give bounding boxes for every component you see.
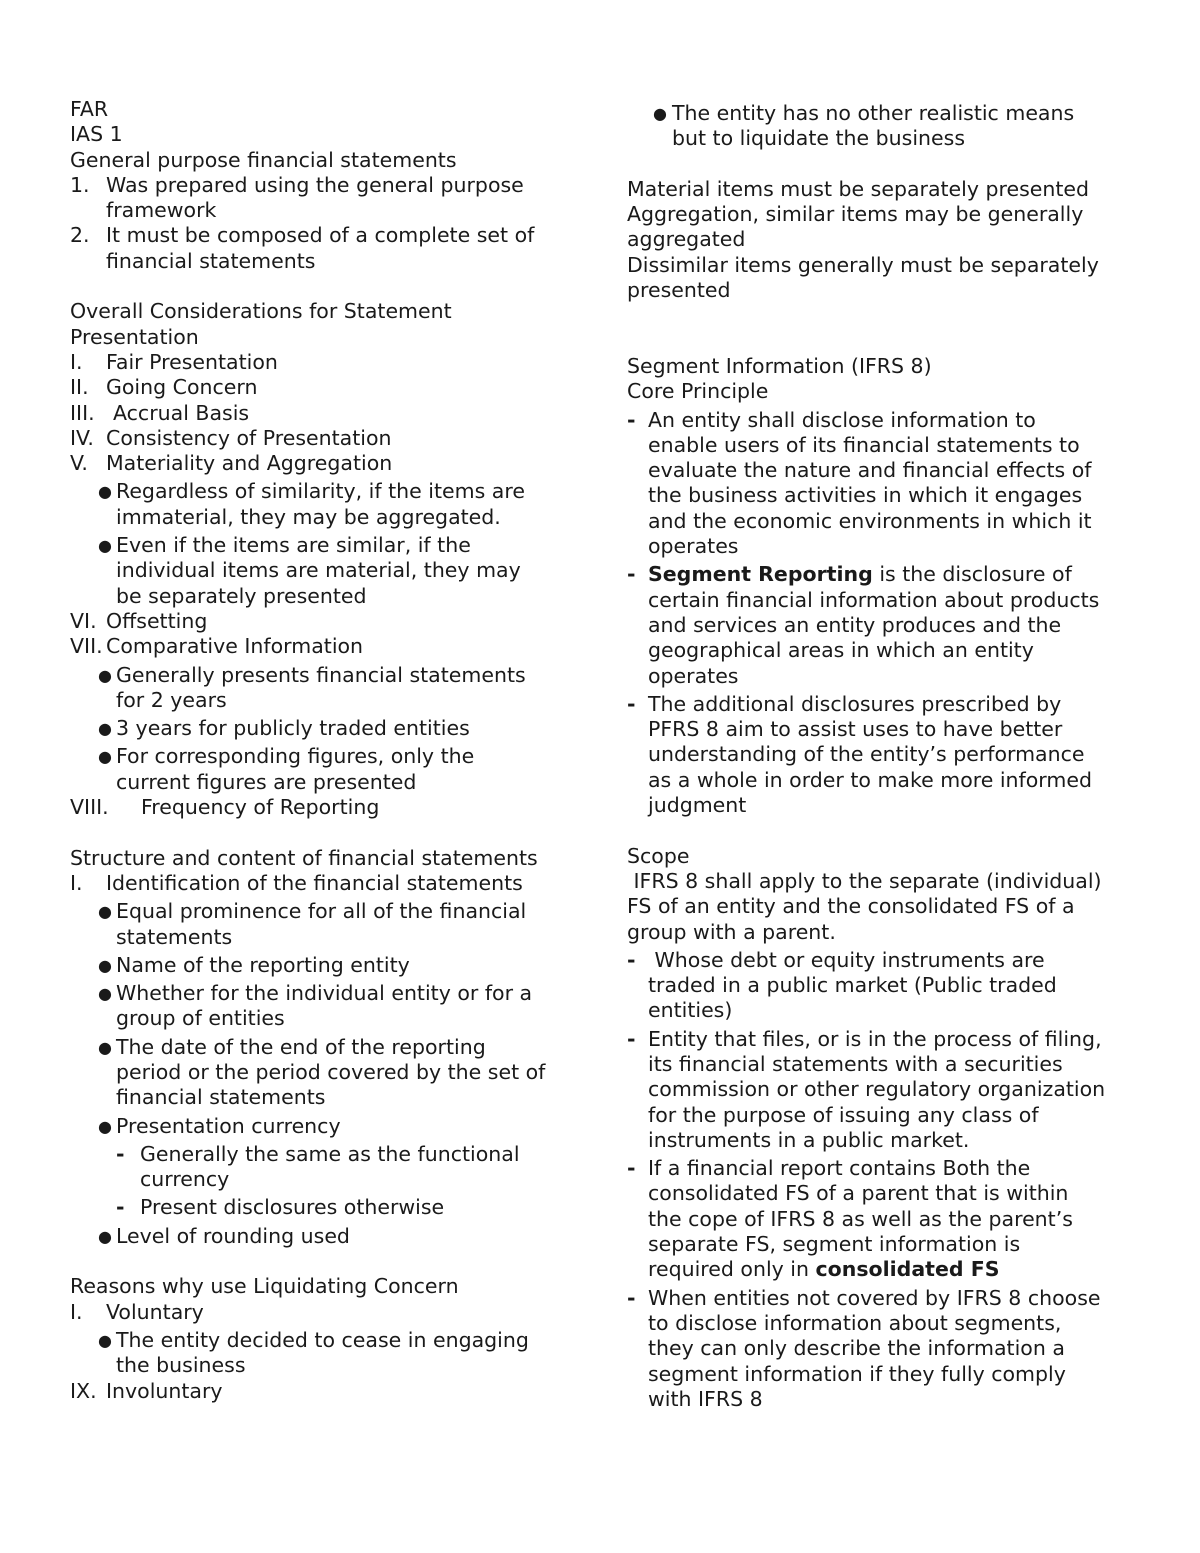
dash-icon: - xyxy=(627,691,636,716)
segment-heading: Segment Information (IFRS 8) xyxy=(627,353,932,378)
gp-item-2 xyxy=(70,223,580,274)
dash-line: enable users of its financial statements to xyxy=(648,432,1080,457)
scope-line: group with a parent. xyxy=(627,919,836,944)
currency-dash xyxy=(70,1195,580,1220)
dash-line: segment information if they fully comply xyxy=(648,1361,1066,1386)
bullet-line: For corresponding figures, only the xyxy=(116,744,475,769)
bullet-line: Regardless of similarity, if the items are xyxy=(116,479,525,504)
offsetting-item xyxy=(70,609,580,634)
sc-bullet xyxy=(70,1114,580,1139)
sc-item xyxy=(70,871,580,896)
currency-dash xyxy=(70,1142,580,1193)
dash-line: entities) xyxy=(648,998,733,1023)
item-text: Offsetting xyxy=(106,608,208,633)
item-number: I. xyxy=(70,1299,83,1324)
dash-line-start: required only in xyxy=(648,1257,816,1282)
right-column xyxy=(627,101,1137,1412)
dash-line: Generally the same as the functional xyxy=(140,1141,520,1166)
scope-line: FS of an entity and the consolidated FS of a xyxy=(627,894,1075,919)
oc-item-number: II. xyxy=(70,375,89,400)
dash-icon: - xyxy=(627,1285,636,1310)
lc-item-involuntary xyxy=(70,1379,580,1404)
dash-line: When entities not covered by IFRS 8 choose xyxy=(648,1285,1101,1310)
dash-icon: - xyxy=(627,407,636,432)
core-dash xyxy=(627,562,1137,688)
dash-line: Entity that files, or is in the process of filing, xyxy=(648,1026,1102,1051)
bullet-line: period or the period covered by the set of xyxy=(116,1059,546,1084)
dash-line: they can only describe the information a xyxy=(648,1336,1065,1361)
lc-item-voluntary xyxy=(70,1300,580,1325)
gp-item-1 xyxy=(70,173,580,224)
dash-icon: - xyxy=(627,562,636,587)
dash-line: The additional disclosures prescribed by xyxy=(648,691,1062,716)
sc-heading: Structure and content of financial statements xyxy=(70,845,538,870)
dash-line: consolidated FS of a parent that is within xyxy=(648,1181,1069,1206)
gp-item-1-number: 1. xyxy=(70,172,90,197)
bullet-line: Level of rounding used xyxy=(116,1223,350,1248)
bullet-icon: ● xyxy=(98,984,112,1004)
scope-dash xyxy=(627,948,1137,1024)
bullet-line: Whether for the individual entity or for a xyxy=(116,981,533,1006)
bullet-icon: ● xyxy=(98,665,112,685)
item-text: Frequency of Reporting xyxy=(141,795,380,820)
dash-line: instruments in a public market. xyxy=(648,1127,970,1152)
standard-label: IAS 1 xyxy=(70,122,123,147)
item-number: I. xyxy=(70,870,83,895)
scope-heading: Scope xyxy=(627,843,690,868)
dash-line: separate FS, segment information is xyxy=(648,1232,1021,1257)
bullet-icon: ● xyxy=(98,955,112,975)
sc-bullet xyxy=(70,981,580,1032)
bullet-line: statements xyxy=(116,924,233,949)
bullet-line: The entity decided to cease in engaging xyxy=(116,1327,529,1352)
item-text: Comparative Information xyxy=(106,634,364,659)
dash-line: for the purpose of issuing any class of xyxy=(648,1102,1039,1127)
lc-heading: Reasons why use Liquidating Concern xyxy=(70,1274,459,1299)
bullet-line: The entity has no other realistic means xyxy=(672,101,1075,125)
bullet-icon: ● xyxy=(98,1330,112,1350)
bullet-line: individual items are material, they may xyxy=(116,558,521,583)
oc-item-text: Accrual Basis xyxy=(113,400,250,425)
item-text: Identification of the financial statements xyxy=(106,870,523,895)
material-line: Dissimilar items generally must be separately xyxy=(627,252,1099,277)
bullet-icon: ● xyxy=(98,1037,112,1057)
dash-icon: - xyxy=(116,1141,125,1166)
material-line: presented xyxy=(627,278,731,303)
segment-reporting-term: Segment Reporting xyxy=(648,562,873,587)
dash-line: commission or other regulatory organization xyxy=(648,1077,1106,1102)
comparative-item xyxy=(70,634,580,659)
dash-line: its financial statements with a securities xyxy=(648,1051,1063,1076)
gp-item-2-number: 2. xyxy=(70,223,90,248)
top-bullet xyxy=(627,101,1137,152)
bullet-icon: ● xyxy=(653,104,667,123)
sc-bullet xyxy=(70,899,580,950)
dash-icon: - xyxy=(627,1026,636,1051)
gp-item-2-line: It must be composed of a complete set of xyxy=(106,223,535,248)
bullet-line: Generally presents financial statements xyxy=(116,662,526,687)
core-dash xyxy=(627,408,1137,560)
gp-item-2-line: financial statements xyxy=(106,248,316,273)
dash-icon: - xyxy=(627,1156,636,1181)
bullet-icon: ● xyxy=(98,1116,112,1136)
bullet-icon: ● xyxy=(98,902,112,922)
oc-heading-line: Presentation xyxy=(70,324,199,349)
sc-bullet xyxy=(70,1035,580,1111)
oc-item-text: Materiality and Aggregation xyxy=(106,451,393,476)
bullet-line: Name of the reporting entity xyxy=(116,952,410,977)
bullet-line: for 2 years xyxy=(116,687,227,712)
frequency-item xyxy=(70,795,580,820)
dash-icon: - xyxy=(627,947,636,972)
sc-bullet xyxy=(70,953,580,978)
consolidated-fs-term: consolidated FS xyxy=(815,1257,1000,1282)
dash-line: operates xyxy=(648,663,739,688)
oc-item xyxy=(70,350,580,375)
oc-item-number: IV. xyxy=(70,425,94,450)
dash-line xyxy=(648,1257,1073,1282)
oc-item-text: Fair Presentation xyxy=(106,349,278,374)
bullet-line: group of entities xyxy=(116,1006,285,1031)
bullet-icon: ● xyxy=(98,719,112,739)
dash-line: currency xyxy=(140,1167,230,1192)
comp-bullet xyxy=(70,716,580,741)
item-number: VIII. xyxy=(70,795,109,820)
dash-line: with IFRS 8 xyxy=(648,1386,763,1411)
bullet-line: be separately presented xyxy=(116,583,367,608)
dash-line: certain financial information about products xyxy=(648,587,1100,612)
core-principle-heading: Core Principle xyxy=(627,379,769,404)
document-title: FAR xyxy=(70,97,109,121)
dash-line: An entity shall disclose information to xyxy=(648,407,1036,432)
scope-dash xyxy=(627,1286,1137,1412)
dash-line xyxy=(648,562,1099,587)
bullet-line: immaterial, they may be aggregated. xyxy=(116,504,501,529)
dash-line: understanding of the entity’s performance xyxy=(648,742,1085,767)
item-number: IX. xyxy=(70,1378,97,1403)
oc-item-text: Consistency of Presentation xyxy=(106,425,392,450)
bullet-icon: ● xyxy=(98,747,112,767)
scope-line: IFRS 8 shall apply to the separate (individual) xyxy=(627,868,1102,893)
bullet-line: current figures are presented xyxy=(116,769,417,794)
rounding-bullet xyxy=(70,1224,580,1249)
material-line: Aggregation, similar items may be generally xyxy=(627,202,1084,227)
bullet-line: Presentation currency xyxy=(116,1113,341,1138)
dash-line: Whose debt or equity instruments are xyxy=(648,947,1045,972)
bullet-line: Even if the items are similar, if the xyxy=(116,533,471,558)
oc-heading-line: Overall Considerations for Statement xyxy=(70,299,452,324)
dash-line: judgment xyxy=(648,793,747,818)
oc-item-number: III. xyxy=(70,400,95,425)
dash-line: Present disclosures otherwise xyxy=(140,1195,445,1220)
scope-dash xyxy=(627,1027,1137,1153)
mat-bullet xyxy=(70,533,580,609)
dash-line: geographical areas in which an entity xyxy=(648,638,1034,663)
dash-line: to disclose information about segments, xyxy=(648,1310,1062,1335)
bullet-line: financial statements xyxy=(116,1085,326,1110)
dash-line: If a financial report contains Both the xyxy=(648,1156,1031,1181)
dash-line: traded in a public market (Public traded xyxy=(648,973,1057,998)
scope-dash xyxy=(627,1156,1137,1282)
item-text: Voluntary xyxy=(106,1299,204,1324)
dash-line: operates xyxy=(648,534,739,559)
bullet-line: 3 years for publicly traded entities xyxy=(116,716,470,741)
oc-item-text: Going Concern xyxy=(106,375,258,400)
gp-heading: General purpose financial statements xyxy=(70,147,457,172)
dash-icon: - xyxy=(116,1195,125,1220)
dash-line: as a whole in order to make more informed xyxy=(648,767,1092,792)
bullet-line: Equal prominence for all of the financial xyxy=(116,899,527,924)
material-line: Material items must be separately presented xyxy=(627,176,1090,201)
dash-line: evaluate the nature and financial effects of xyxy=(648,458,1092,483)
bullet-icon: ● xyxy=(98,536,112,556)
item-number: VII. xyxy=(70,634,103,659)
dash-line: the cope of IFRS 8 as well as the parent’s xyxy=(648,1206,1073,1231)
bullet-line: but to liquidate the business xyxy=(672,126,965,151)
lc-bullet xyxy=(70,1328,580,1379)
oc-item xyxy=(70,426,580,451)
bullet-icon: ● xyxy=(98,1226,112,1246)
mat-bullet xyxy=(70,479,580,530)
oc-item xyxy=(70,375,580,400)
bullet-line: the business xyxy=(116,1353,246,1378)
bullet-line: The date of the end of the reporting xyxy=(116,1034,486,1059)
bullet-icon: ● xyxy=(98,482,112,502)
core-dash xyxy=(627,692,1137,818)
comp-bullet xyxy=(70,663,580,714)
dash-line: PFRS 8 aim to assist uses to have better xyxy=(648,717,1063,742)
gp-item-1-line: framework xyxy=(106,198,217,223)
dash-line-rest: is the disclosure of xyxy=(872,562,1072,587)
oc-item xyxy=(70,401,580,426)
dash-line: and services an entity produces and the xyxy=(648,612,1062,637)
dash-line: the business activities in which it engages xyxy=(648,483,1083,508)
oc-item-number: V. xyxy=(70,451,88,476)
oc-item-number: I. xyxy=(70,349,83,374)
gp-item-1-line: Was prepared using the general purpose xyxy=(106,172,524,197)
item-number: VI. xyxy=(70,608,97,633)
comp-bullet xyxy=(70,744,580,795)
left-column xyxy=(70,97,580,1404)
dash-line: and the economic environments in which it xyxy=(648,508,1092,533)
oc-item xyxy=(70,451,580,476)
material-line: aggregated xyxy=(627,227,746,252)
item-text: Involuntary xyxy=(106,1378,223,1403)
